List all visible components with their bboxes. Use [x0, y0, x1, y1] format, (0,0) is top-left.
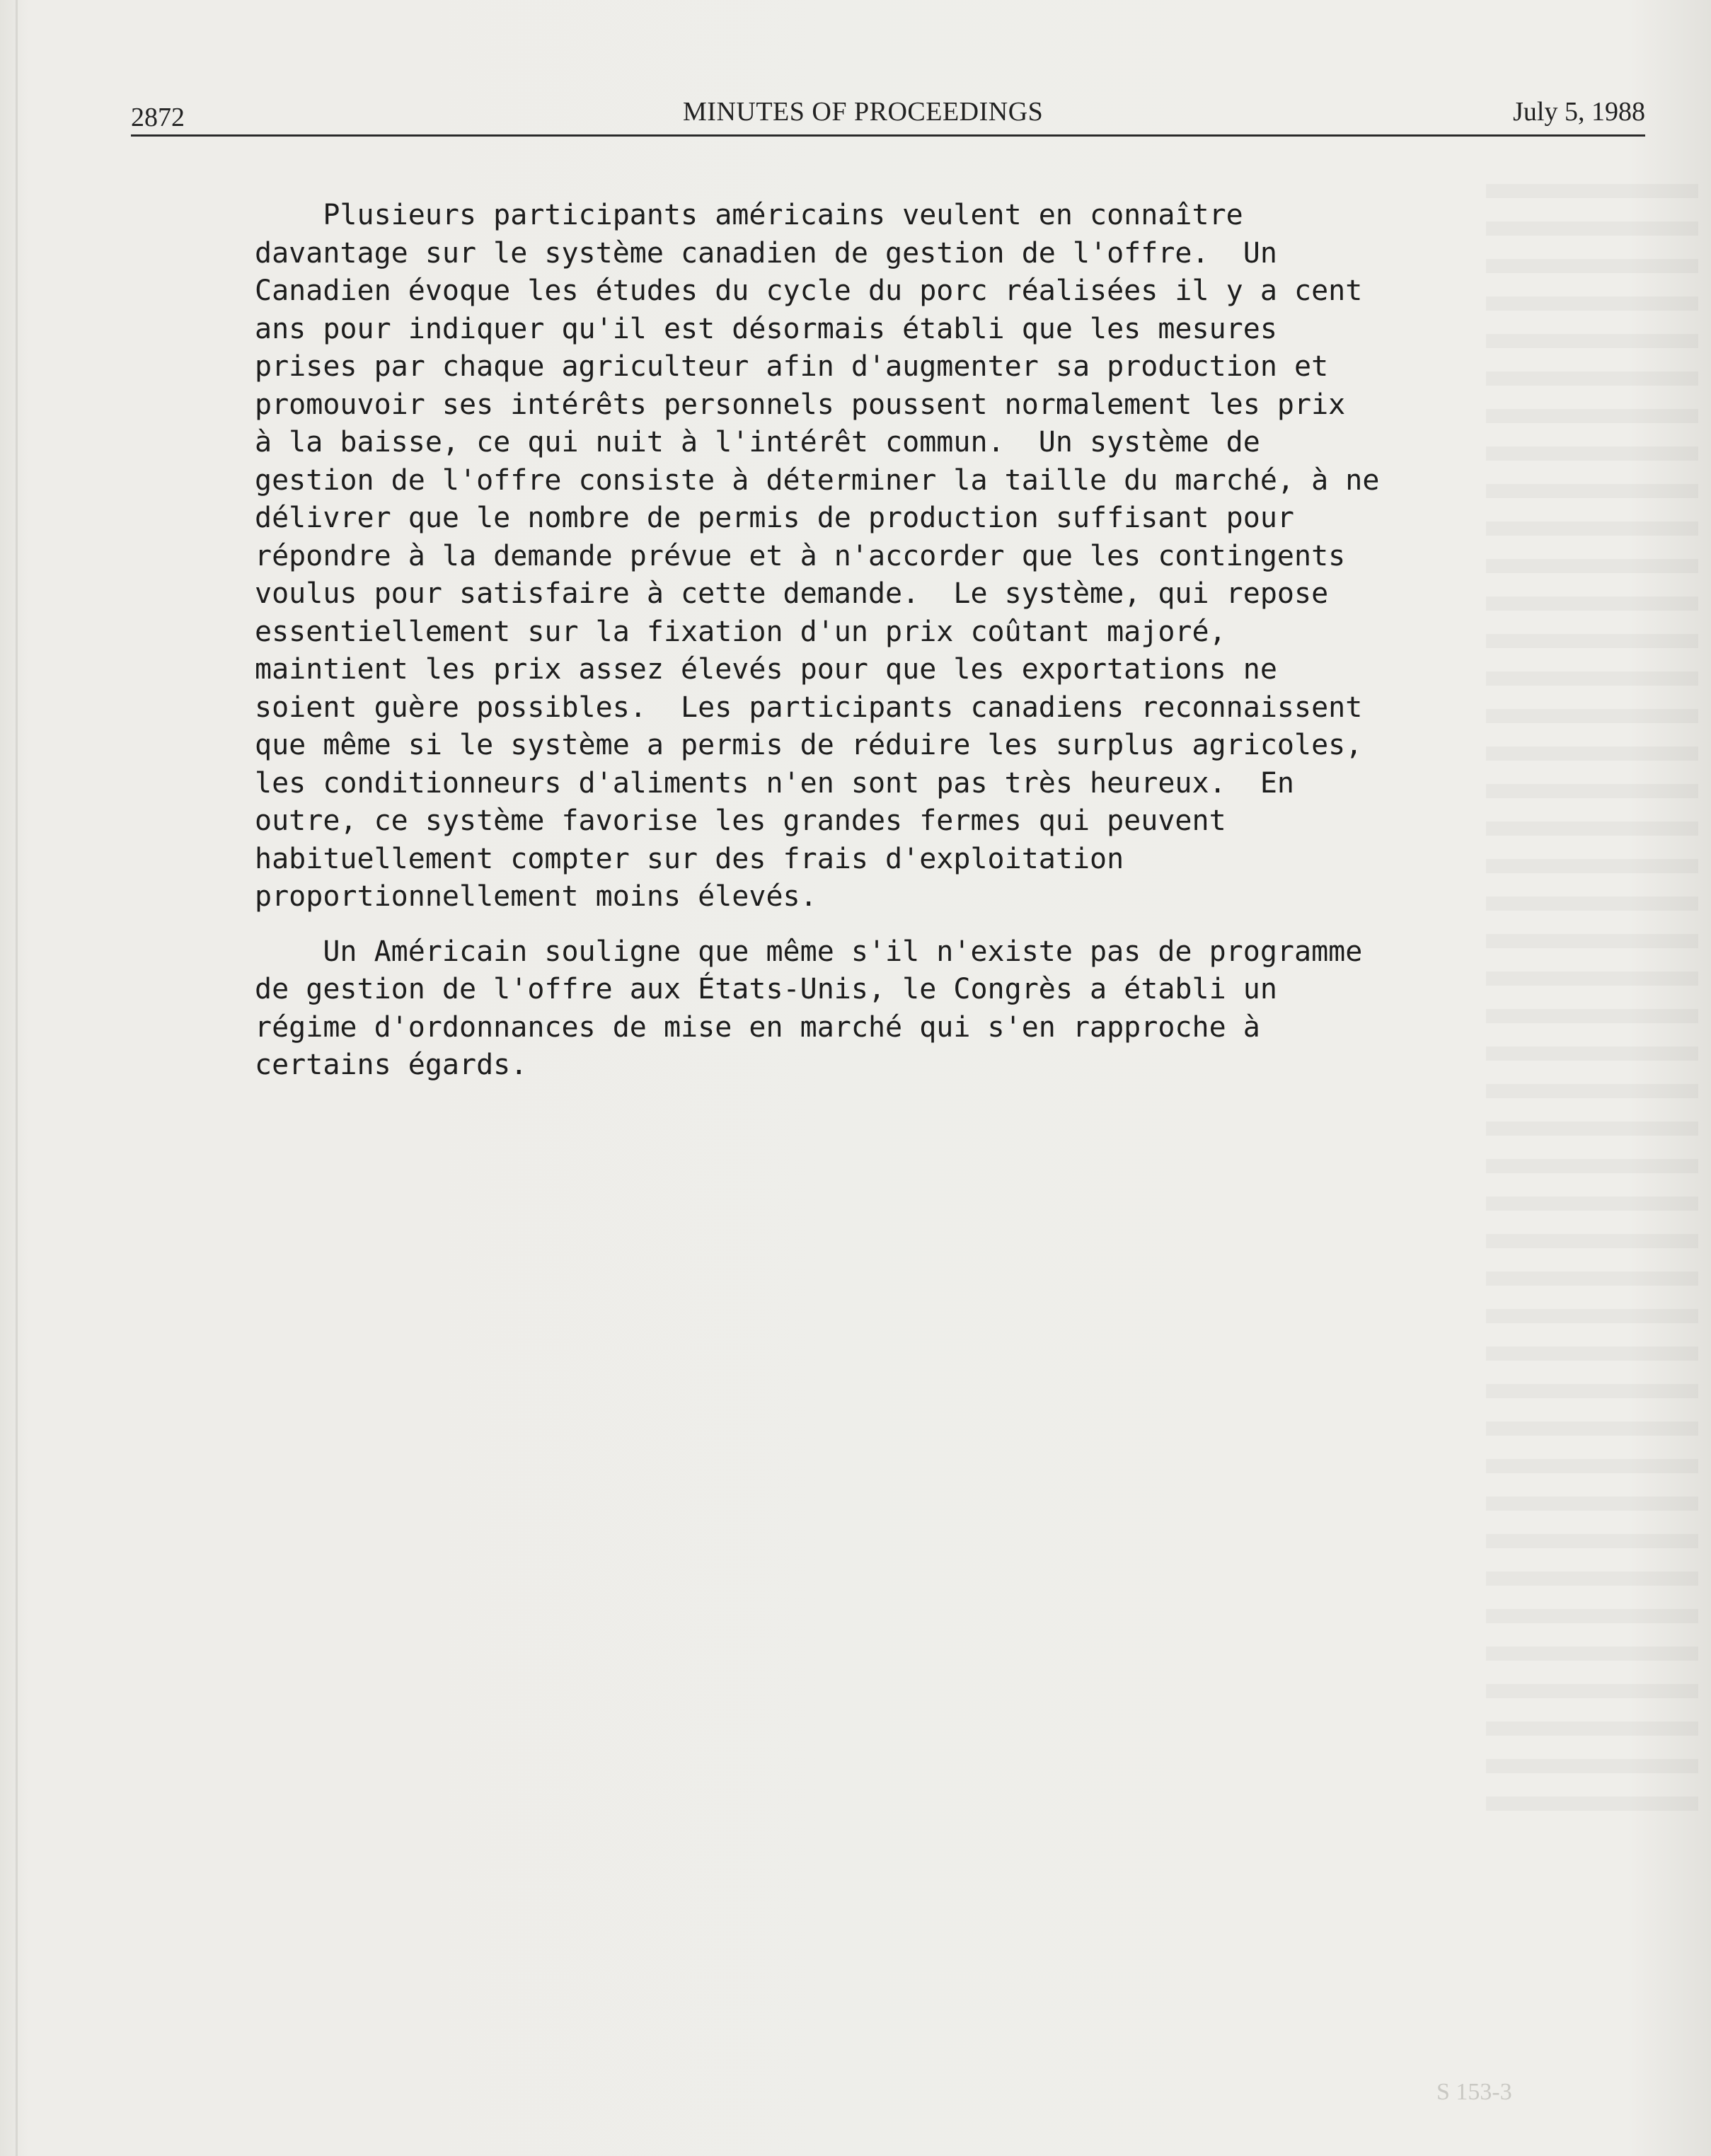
header-rule	[131, 134, 1645, 137]
running-title: MINUTES OF PROCEEDINGS	[683, 97, 1044, 127]
page-header	[131, 93, 1645, 136]
paragraph-marketing-orders: Un Américain souligne que même s'il n'existe pas de programme de gestion de l'offre aux États-Unis, le Congrès a établi un régime d'ordonnances de mise en marché qui s'en rapproche à certains égards.	[255, 935, 1363, 1081]
header-date: July 5, 1988	[1513, 97, 1645, 127]
page-number: 2872	[131, 103, 185, 132]
page-edge	[16, 0, 18, 2156]
footer-mark: S 153-3	[1436, 2079, 1512, 2105]
body-text	[255, 197, 1521, 1085]
paragraph-supply-management: Plusieurs participants américains veulent en connaître davantage sur le système canadien de gestion de l'offre. Un Canadien évoque les études du cycle du porc réalisées il y a cent ans pour indiquer qu'il est désormais établi que les mesures prises par chaque agriculteur afin d'augmenter sa production et promouvoir ses intérêts personnels poussent normalement les prix à la baisse, ce qui nuit à l'intérêt commun. Un système de gestion de l'offre consiste à déterminer la taille du marché, à ne délivrer que le nombre de permis de production suffisant pour répondre à la demande prévue et à n'accorder que les contingents voulus pour satisfaire à cette demande. Le système, qui repose essentiellement sur la fixation d'un prix coûtant majoré, maintient les prix assez élevés pour que les exportations ne soient guère possibles. Les participants canadiens reconnaissent que même si le système a permis de réduire les surplus agricoles, les conditionneurs d'aliments n'en sont pas très heureux. En outre, ce système favorise les grandes fermes qui peuvent habituellement compter sur des frais d'exploitation proportionnellement moins élevés.	[255, 199, 1380, 913]
